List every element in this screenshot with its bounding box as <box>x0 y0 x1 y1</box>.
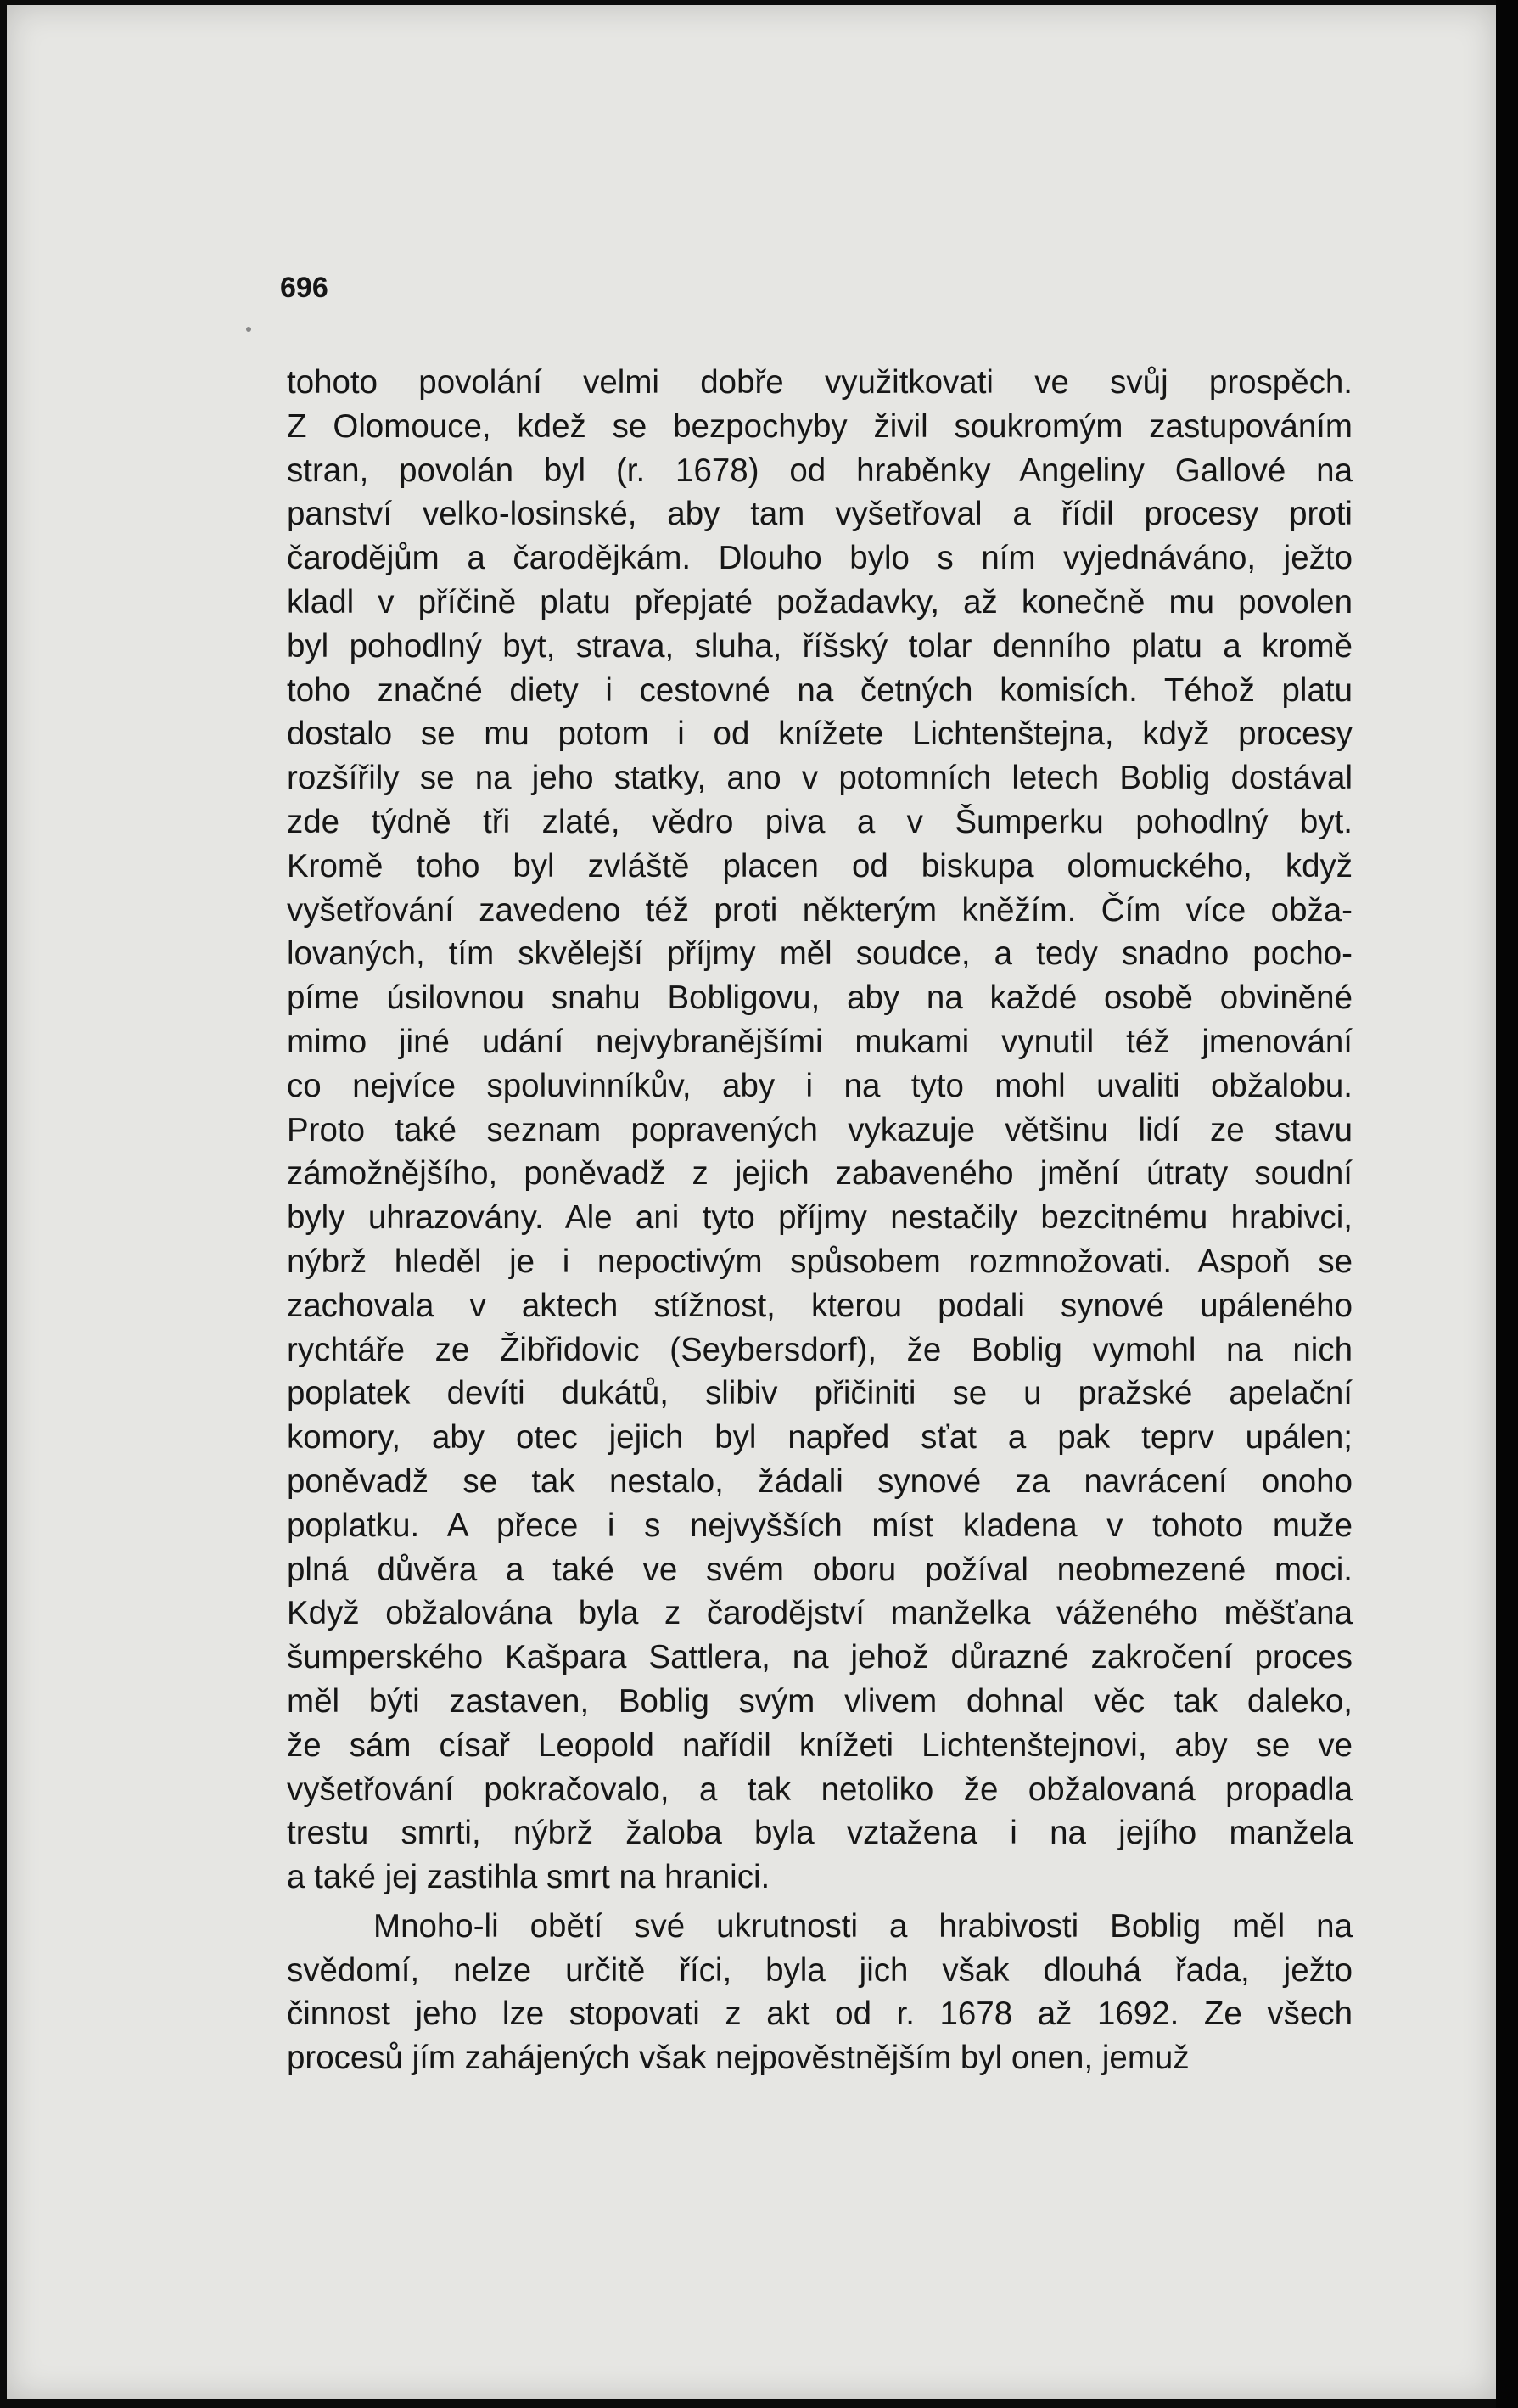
text-line: stran, povolán byl (r. 1678) od hraběnky Angeliny Gallové na <box>287 452 1353 489</box>
text-line: píme úsilovnou snahu Bobligovu, aby na každé osobě obviněné <box>287 979 1353 1017</box>
text-line: zde týdně tři zlaté, vědro piva a v Šumperku pohodlný byt. <box>287 803 1353 840</box>
body-text <box>287 361 1353 2080</box>
text-line: Z Olomouce, kdež se bezpochyby živil soukromým zastupováním <box>287 407 1353 445</box>
text-line: tohoto povolání velmi dobře využitkovati ve svůj prospěch. <box>287 364 1353 401</box>
text-line: Proto také seznam popravených vykazuje většinu lidí ze stavu <box>287 1111 1353 1148</box>
text-line: nýbrž hleděl je i nepoctivým spůsobem rozmnožovati. Aspoň se <box>287 1243 1353 1280</box>
text-line: vyšetřování pokračovalo, a tak netoliko že obžalovaná propadla <box>287 1771 1353 1808</box>
text-line: svědomí, nelze určitě říci, byla jich však dlouhá řada, ježto <box>287 1951 1353 1989</box>
text-line: a také jej zastihla smrt na hranici. <box>287 1859 770 1896</box>
text-line: kladl v příčině platu přepjaté požadavky, až konečně mu povolen <box>287 583 1353 620</box>
text-line: Kromě toho byl zvláště placen od biskupa olomuckého, když <box>287 847 1353 884</box>
text-line: poplatku. A přece i s nejvyšších míst kladena v tohoto muže <box>287 1507 1353 1544</box>
page-number: 696 <box>280 272 328 304</box>
text-line: panství velko-losinské, aby tam vyšetřoval a řídil procesy proti <box>287 496 1353 533</box>
text-line: šumperského Kašpara Sattlera, na jehož důrazné zakročení proces <box>287 1639 1353 1676</box>
paragraph-1 <box>287 361 1353 1900</box>
text-line: mimo jiné udání nejvybranějšími mukami vynutil též jmenování <box>287 1023 1353 1060</box>
text-line: Když obžalována byla z čarodějství manželka váženého měšťana <box>287 1595 1353 1632</box>
text-line: rozšířily se na jeho statky, ano v potomních letech Boblig dostával <box>287 760 1353 797</box>
text-line: procesů jím zahájených však nejpověstnějším byl onen, jemuž <box>287 2040 1190 2077</box>
text-line: poněvadž se tak nestalo, žádali synové za navrácení onoho <box>287 1462 1353 1500</box>
text-line: rychtáře ze Žibřidovic (Seybersdorf), že Boblig vymohl na nich <box>287 1331 1353 1368</box>
text-line: čarodějům a čarodějkám. Dlouho bylo s ním vyjednáváno, ježto <box>287 540 1353 577</box>
paragraph-2 <box>287 1905 1353 2080</box>
text-line: trestu smrti, nýbrž žaloba byla vztažena i na jejího manžela <box>287 1815 1353 1852</box>
text-line: zachovala v aktech stížnost, kterou podali synové upáleného <box>287 1287 1353 1324</box>
text-line: poplatek devíti dukátů, slibiv přičiniti se u pražské apelační <box>287 1375 1353 1412</box>
text-line: vyšetřování zavedeno též proti některým kněžím. Čím více obža- <box>287 891 1353 929</box>
text-line: Mnoho-li obětí své ukrutnosti a hrabivosti Boblig měl na <box>373 1907 1353 1945</box>
text-line: byly uhrazovány. Ale ani tyto příjmy nestačily bezcitnému hrabivci, <box>287 1199 1353 1237</box>
text-line: měl býti zastaven, Boblig svým vlivem dohnal věc tak daleko, <box>287 1682 1353 1720</box>
text-line: co nejvíce spoluvinníkův, aby i na tyto mohl uvaliti obžalobu. <box>287 1067 1353 1104</box>
text-line: toho značné diety i cestovné na četných komisích. Téhož platu <box>287 671 1353 709</box>
scan-edge <box>1496 0 1518 2408</box>
text-line: zámožnějšího, poněvadž z jejich zabaveného jmění útraty soudní <box>287 1155 1353 1193</box>
text-line: komory, aby otec jejich byl napřed sťat a pak teprv upálen; <box>287 1419 1353 1457</box>
text-line: byl pohodlný byt, strava, sluha, říšský tolar denního platu a kromě <box>287 627 1353 665</box>
text-line: plná důvěra a také ve svém oboru požíval neobmezené moci. <box>287 1551 1353 1588</box>
text-line: činnost jeho lze stopovati z akt od r. 1678 až 1692. Ze všech <box>287 1995 1353 2033</box>
text-line: lovaných, tím skvělejší příjmy měl soudce, a tedy snadno pocho- <box>287 935 1353 973</box>
text-line: dostalo se mu potom i od knížete Lichtenštejna, když procesy <box>287 716 1353 753</box>
scan-speck <box>246 327 251 332</box>
text-line: že sám císař Leopold nařídil knížeti Lichtenštejnovi, aby se ve <box>287 1726 1353 1764</box>
